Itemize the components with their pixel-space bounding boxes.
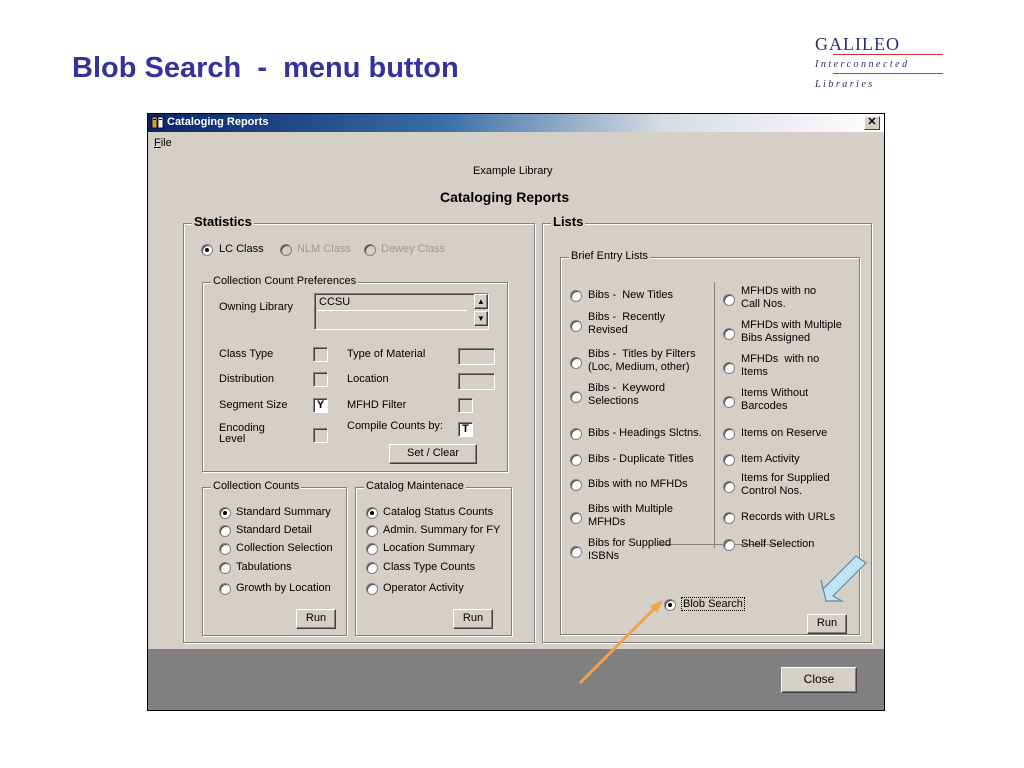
bibs-supplied-isbns-label: Bibs for Supplied ISBNs [588, 537, 672, 562]
standard-detail-label: Standard Detail [236, 524, 312, 536]
bibs-duplicate-titles-label: Bibs - Duplicate Titles [588, 453, 694, 465]
close-button[interactable]: Close [781, 667, 857, 693]
dewey-class-label: Dewey Class [381, 243, 446, 255]
bibs-new-titles-label: Bibs - New Titles [588, 289, 673, 301]
lc-class-label: LC Class [219, 243, 264, 255]
bibs-no-mfhds-label: Bibs with no MFHDs [588, 478, 688, 490]
report-header: Cataloging Reports [440, 189, 570, 205]
segment-size-field[interactable]: Y [313, 398, 328, 413]
operator-activity-label: Operator Activity [383, 582, 464, 594]
compile-counts-label: Compile Counts by: [347, 420, 443, 432]
bibs-titles-by-filters-label: Bibs - Titles by Filters (Loc, Medium, other) [588, 348, 696, 373]
collection-counts-run-button[interactable]: Run [296, 609, 336, 629]
collection-counts-label: Collection Counts [213, 480, 300, 492]
standard-summary-label: Standard Summary [236, 506, 331, 518]
close-icon: ✕ [867, 116, 877, 128]
lists-run-button[interactable]: Run [807, 614, 847, 634]
bibs-multiple-mfhds-label: Bibs with Multiple MFHDs [588, 503, 673, 528]
blob-search-label: Blob Search [683, 598, 743, 610]
bibs-recently-revised-label: Bibs - Recently Revised [588, 311, 666, 336]
bibs-keyword-selections-label: Bibs - Keyword Selections [588, 382, 666, 407]
lists-label: Lists [553, 214, 584, 229]
nlm-class-label: NLM Class [297, 243, 351, 255]
catalog-status-counts-label: Catalog Status Counts [383, 506, 494, 518]
item-activity-label: Item Activity [741, 453, 800, 465]
segment-size-label: Segment Size [219, 399, 288, 411]
encoding-level-label: Encoding Level [219, 422, 265, 445]
collection-count-preferences-label: Collection Count Preferences [213, 275, 357, 287]
mfhds-no-call-nos-label: MFHDs with no Call Nos. [741, 285, 817, 310]
admin-summary-label: Admin. Summary for FY [383, 524, 501, 536]
catalog-maintenance-label: Catalog Maintenace [366, 480, 464, 492]
shelf-selection-label: Shelf Selection [741, 538, 815, 550]
window-title: Cataloging Reports [167, 116, 269, 128]
distribution-label: Distribution [219, 373, 275, 385]
type-of-material-label: Type of Material [347, 348, 426, 360]
collection-selection-label: Collection Selection [236, 542, 333, 554]
items-supplied-control-nos-label: Items for Supplied Control Nos. [741, 472, 830, 497]
location-label: Location [347, 373, 389, 385]
catalog-maintenance-run-button[interactable]: Run [453, 609, 493, 629]
owning-library-value: CCSU [319, 296, 351, 308]
location-summary-label: Location Summary [383, 542, 475, 554]
scroll-down-icon: ▼ [477, 314, 485, 323]
records-with-urls-label: Records with URLs [741, 511, 836, 523]
set-clear-button[interactable]: Set / Clear [389, 444, 477, 464]
tabulations-label: Tabulations [236, 561, 292, 573]
blue-arrow [821, 556, 866, 601]
logo-line-3: Libraries [815, 79, 875, 90]
logo-line-1: GALILEO [815, 34, 900, 54]
mfhd-filter-label: MFHD Filter [347, 399, 407, 411]
menu-file-label: ile [160, 137, 172, 149]
class-type-label: Class Type [219, 348, 274, 360]
bibs-headings-slctns-label: Bibs - Headings Slctns. [588, 427, 702, 439]
scroll-up-icon: ▲ [477, 297, 485, 306]
mfhds-multiple-bibs-label: MFHDs with Multiple Bibs Assigned [741, 319, 842, 344]
menu-file-accelerator: F [154, 137, 161, 149]
library-name: Example Library [473, 165, 553, 177]
growth-by-location-label: Growth by Location [236, 582, 331, 594]
items-without-barcodes-label: Items Without Barcodes [741, 387, 809, 412]
owning-library-label: Owning Library [219, 301, 293, 313]
items-on-reserve-label: Items on Reserve [741, 427, 828, 439]
brief-entry-lists-label: Brief Entry Lists [571, 250, 649, 262]
class-type-counts-label: Class Type Counts [383, 561, 476, 573]
compile-counts-field[interactable]: T [458, 422, 473, 437]
orange-arrow [580, 600, 663, 683]
logo-line-2: Interconnected [815, 59, 910, 70]
statistics-label: Statistics [194, 214, 252, 229]
slide-title: Blob Search - menu button [72, 52, 459, 84]
mfhds-no-items-label: MFHDs with no Items [741, 353, 820, 378]
